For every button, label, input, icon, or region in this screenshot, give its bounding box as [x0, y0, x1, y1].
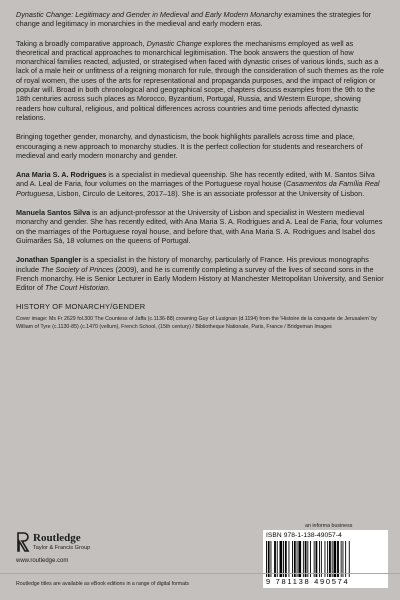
series-name: HISTORY OF MONARCHY/GENDER: [16, 302, 146, 312]
blurb-paragraph-2: [16, 39, 384, 123]
routledge-logo-icon: [16, 532, 30, 552]
publisher-group: Taylor & Francis Group: [33, 545, 91, 551]
blurb-paragraph-1: [16, 10, 384, 29]
cover-image-credit: Cover image: Ms Fr 2629 fol.300 The Countess of Jaffa (c.1136-88) crowning Guy of Lusignan (d.1194) from the 'Histoire de la conquete de Jerusalem' by William of Tyre (c.1130-85) (c.1470 (vellum), French School, (15th century) / Bibliotheque Nationale, Paris, France / Bridgeman Images: [16, 316, 377, 330]
publisher-website: www.routledge.com: [16, 558, 69, 564]
cover-text-block: [16, 10, 384, 331]
blurb-paragraph-3: Bringing together gender, monarchy, and dynasticism, the book highlights parallels across time and place, encouraging a new approach to monarchy studies. It is the perfect collection for students and researchers of medieval and early modern monarchy and gender.: [16, 132, 363, 160]
book-title: Dynastic Change: [146, 38, 202, 48]
author-bio-text: (2009), and he is currently completing a survey of the lives of second sons in the French monarchy. He is Senior Lecturer in Early Modern History at Manchester Metropolitan University, and Senior Editor of: [16, 264, 384, 293]
author-bio-text: is a specialist in the history of monarchy, particularly of France. His previous monographs include: [16, 255, 369, 274]
author-bio-silva: [16, 208, 384, 245]
blurb-text: explores the mechanisms employed as well as theoretical and practical approaches to monarchical legitimisation. The book answers the question of how monarchical families reacted, adjusted, or strategised when faced with dynastic crises of various kinds, such as a lack of a male heir or unfitness of a reigning monarch for rule, through the consideration of such themes as the role of royal women, the uses of the arts for representational and propaganda purposes, and the impact of religion or popular will. Broad in both chronological and geographical scope, chapters discuss examples from the 9th to the 18th centuries across such places as Morocco, Byzantium, Portugal, Russia, and Western Europe, showing readers how cultural, religious, and political differences across countries and time periods affected dynastic relations.: [16, 38, 384, 122]
barcode-bars: [266, 541, 385, 577]
informa-tagline: an informa business: [305, 523, 353, 529]
author-name: Manuela Santos Silva: [16, 208, 91, 218]
author-bio-rodrigues: [16, 170, 384, 198]
footer-divider: [0, 573, 400, 574]
publisher-name: Routledge: [33, 532, 81, 544]
author-bio-text: .: [107, 283, 110, 293]
book-title: Dynastic Change: Legitimacy and Gender in Medieval and Early Modern Monarchy: [16, 10, 282, 19]
author-bio-text: is a specialist in medieval queenship. She has recently edited, with M. Santos Silva and A. Leal de Faria, four volumes on the marriages of the Portuguese royal house (: [16, 170, 375, 189]
author-name: Ana Maria S. A. Rodrigues: [16, 170, 107, 180]
author-bio-spangler: [16, 255, 384, 292]
work-title: The Society of Princes: [41, 264, 114, 274]
work-title: The Court Historian: [45, 283, 108, 293]
barcode: [263, 530, 388, 588]
work-title: Casamentos da Família Real Portuguesa: [16, 179, 380, 198]
blurb-text: Taking a broadly comparative approach,: [16, 38, 147, 48]
author-bio-text: , Lisbon, Circulo de Leitores, 2017–18). She is an associate professor at the University of Lisbon.: [53, 188, 365, 198]
author-bio-text: is an adjunct-professor at the University of Lisbon and specialist in Western medieval monarchy and gender. She has recently edited, with Ana Maria S. A. Rodrigues and A. Leal de Faria, four volumes on the marriages of the Portuguese royal house, and before that, with Ana Maria S. A. Rodrigues and Isabel dos Guimarães Sá, 18 volumes on the queens of Portugal.: [16, 208, 383, 245]
barcode-digits: 9 781138 490574: [266, 577, 350, 586]
isbn-label: ISBN 978-1-138-49057-4: [266, 532, 342, 539]
blurb-text: examines the strategies for change and legitimacy in monarchies in the medieval and early modern eras.: [16, 10, 372, 29]
ebook-note: Routledge titles are available as eBook editions in a range of digital formats: [16, 581, 190, 587]
author-name: Jonathan Spangler: [16, 255, 82, 265]
